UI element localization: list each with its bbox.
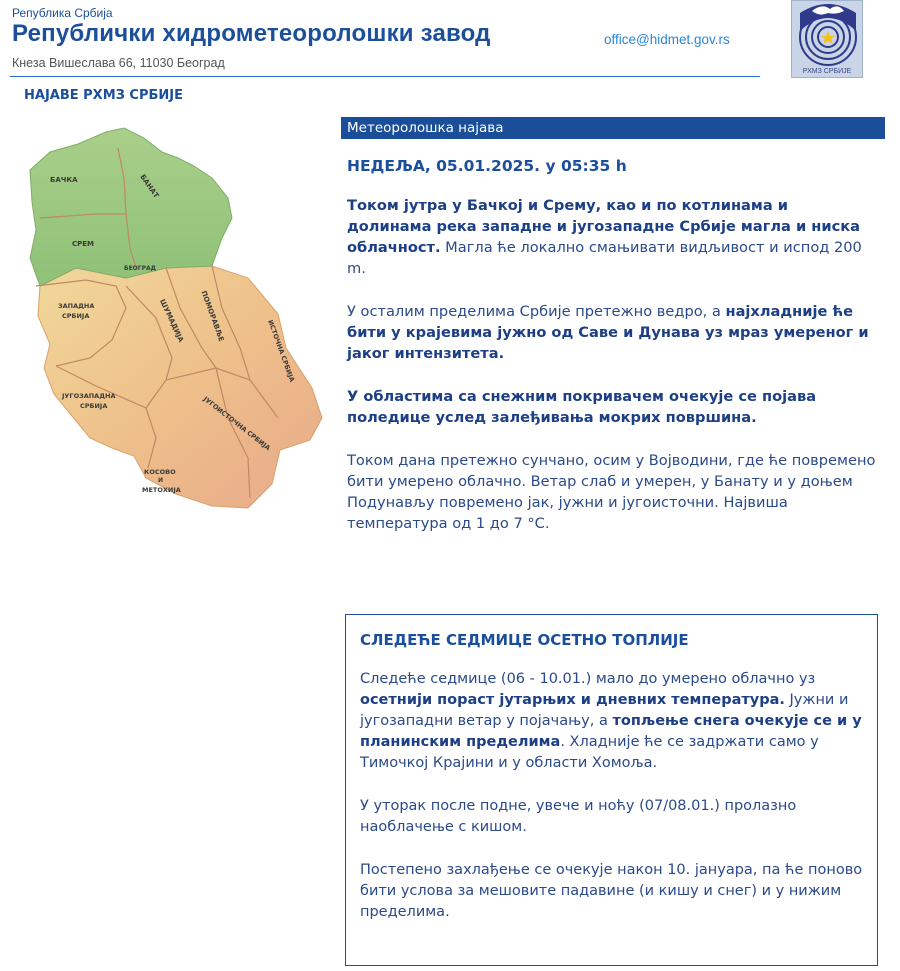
map-label-srbija: СРБИЈА [62,312,90,320]
nav-title-link[interactable]: НАЈАВЕ РХМЗ СРБИЈЕ [24,88,183,103]
forecast-panel [341,117,885,534]
map-label-zapadna: ЗАПАДНА [58,302,95,310]
wp1-b: осетнији пораст јутарњих и дневних температура. [360,692,785,708]
forecast-paragraph-4: Током дана претежно сунчано, осим у Војводини, где ће повремено бити умерено облачно. Ветар слаб и умерен, у Банату и у доњем Подунављу повремено јак, јужни и југоисточни. Највиша температура од 1 до 7 °C. [347,452,876,532]
map-svg [16,118,332,528]
p1-rest: Магла ће локално смањивати видљивост и испод 200 m. [347,239,862,277]
map-label-backa: БАЧКА [50,176,78,184]
p1-bold: Током јутра у Бачкој и Срему, као и по котлинама и долинама река западне и југозападне Србије магла и ниска облачност. [347,197,860,256]
wp1-e: . Хладније ће се задржати само у Тимочкој Крајини и у области Хомоља. [360,734,819,771]
wp1-c: Јужни и југозападни ветар у појачању, а [360,692,849,729]
map-label-jugoistocna: ЈУГОИСТОЧНА СРБИЈА [201,395,272,453]
map-label-istocna: ИСТОЧНА СРБИЈА [266,318,297,384]
weekly-outlook-box [345,614,878,966]
serbia-regions-map[interactable] [16,118,332,528]
wp1-d: топљење снега очекује се и у планинским пределима [360,713,862,750]
map-label-i: И [158,477,164,484]
map-label-srem: СРЕМ [72,240,95,248]
forecast-paragraph-3 [347,386,877,428]
weekly-title: СЛЕДЕЋЕ СЕДМИЦЕ ОСЕТНО ТОПЛИЈЕ [360,631,689,649]
logo-caption: РХМЗ СРБИЈЕ [802,68,852,75]
map-label-sumadija: ШУМАДИЈА [158,297,186,344]
email-link[interactable]: office@hidmet.gov.rs [604,32,730,47]
weekly-paragraph-2: У уторак после подне, увече и ноћу (07/08.01.) пролазно наоблачење с кишом. [360,798,797,835]
address-label: Кнеза Вишеслава 66, 11030 Београд [12,56,225,70]
republic-label: Република Србија [12,6,113,20]
site-header [0,0,900,80]
map-label-beograd: БЕОГРАД [124,265,156,272]
header-divider [10,76,760,77]
institute-title[interactable]: Републички хидрометеоролошки завод [12,20,491,47]
p2-start: У осталим пределима Србије претежно ведро, а [347,303,726,320]
map-label-jugozapadna: ЈУГОЗАПАДНА [62,392,116,400]
weekly-paragraph-1 [360,669,870,774]
weekly-paragraph-3: Постепено захлађење се очекује након 10. јануара, па ће поново бити услова за мешовите падавине (и кишу и снег) и у нижим пределима. [360,862,863,920]
p2-bold: најхладније ће бити у крајевима јужно од Саве и Дунава уз мраз умереног и јаког интензитета. [347,303,869,362]
logo-emblem-icon [792,1,863,78]
region-north-shape [30,128,232,286]
map-label-jz-srbija: СРБИЈА [80,402,108,410]
p3-bold: У областима са снежним покривачем очекује се појава поледице услед залеђивања мокрих површина. [347,388,817,426]
map-label-kosovo: КОСОВО [144,468,176,476]
wp1-a: Следеће седмице (06 - 10.01.) мало до умерено облачно уз [360,671,816,687]
rhmz-logo[interactable] [791,0,863,78]
forecast-paragraph-1 [347,195,877,279]
map-label-banat: БАНАТ [138,173,161,200]
map-label-metohija: МЕТОХИЈА [142,486,181,494]
section-header: Метеоролошка најава [341,117,885,139]
forecast-paragraph-2 [347,301,877,364]
forecast-date: НЕДЕЉА, 05.01.2025. у 05:35 h [347,157,627,175]
map-label-pomoravlje: ПОМОРАВЉЕ [199,289,226,343]
